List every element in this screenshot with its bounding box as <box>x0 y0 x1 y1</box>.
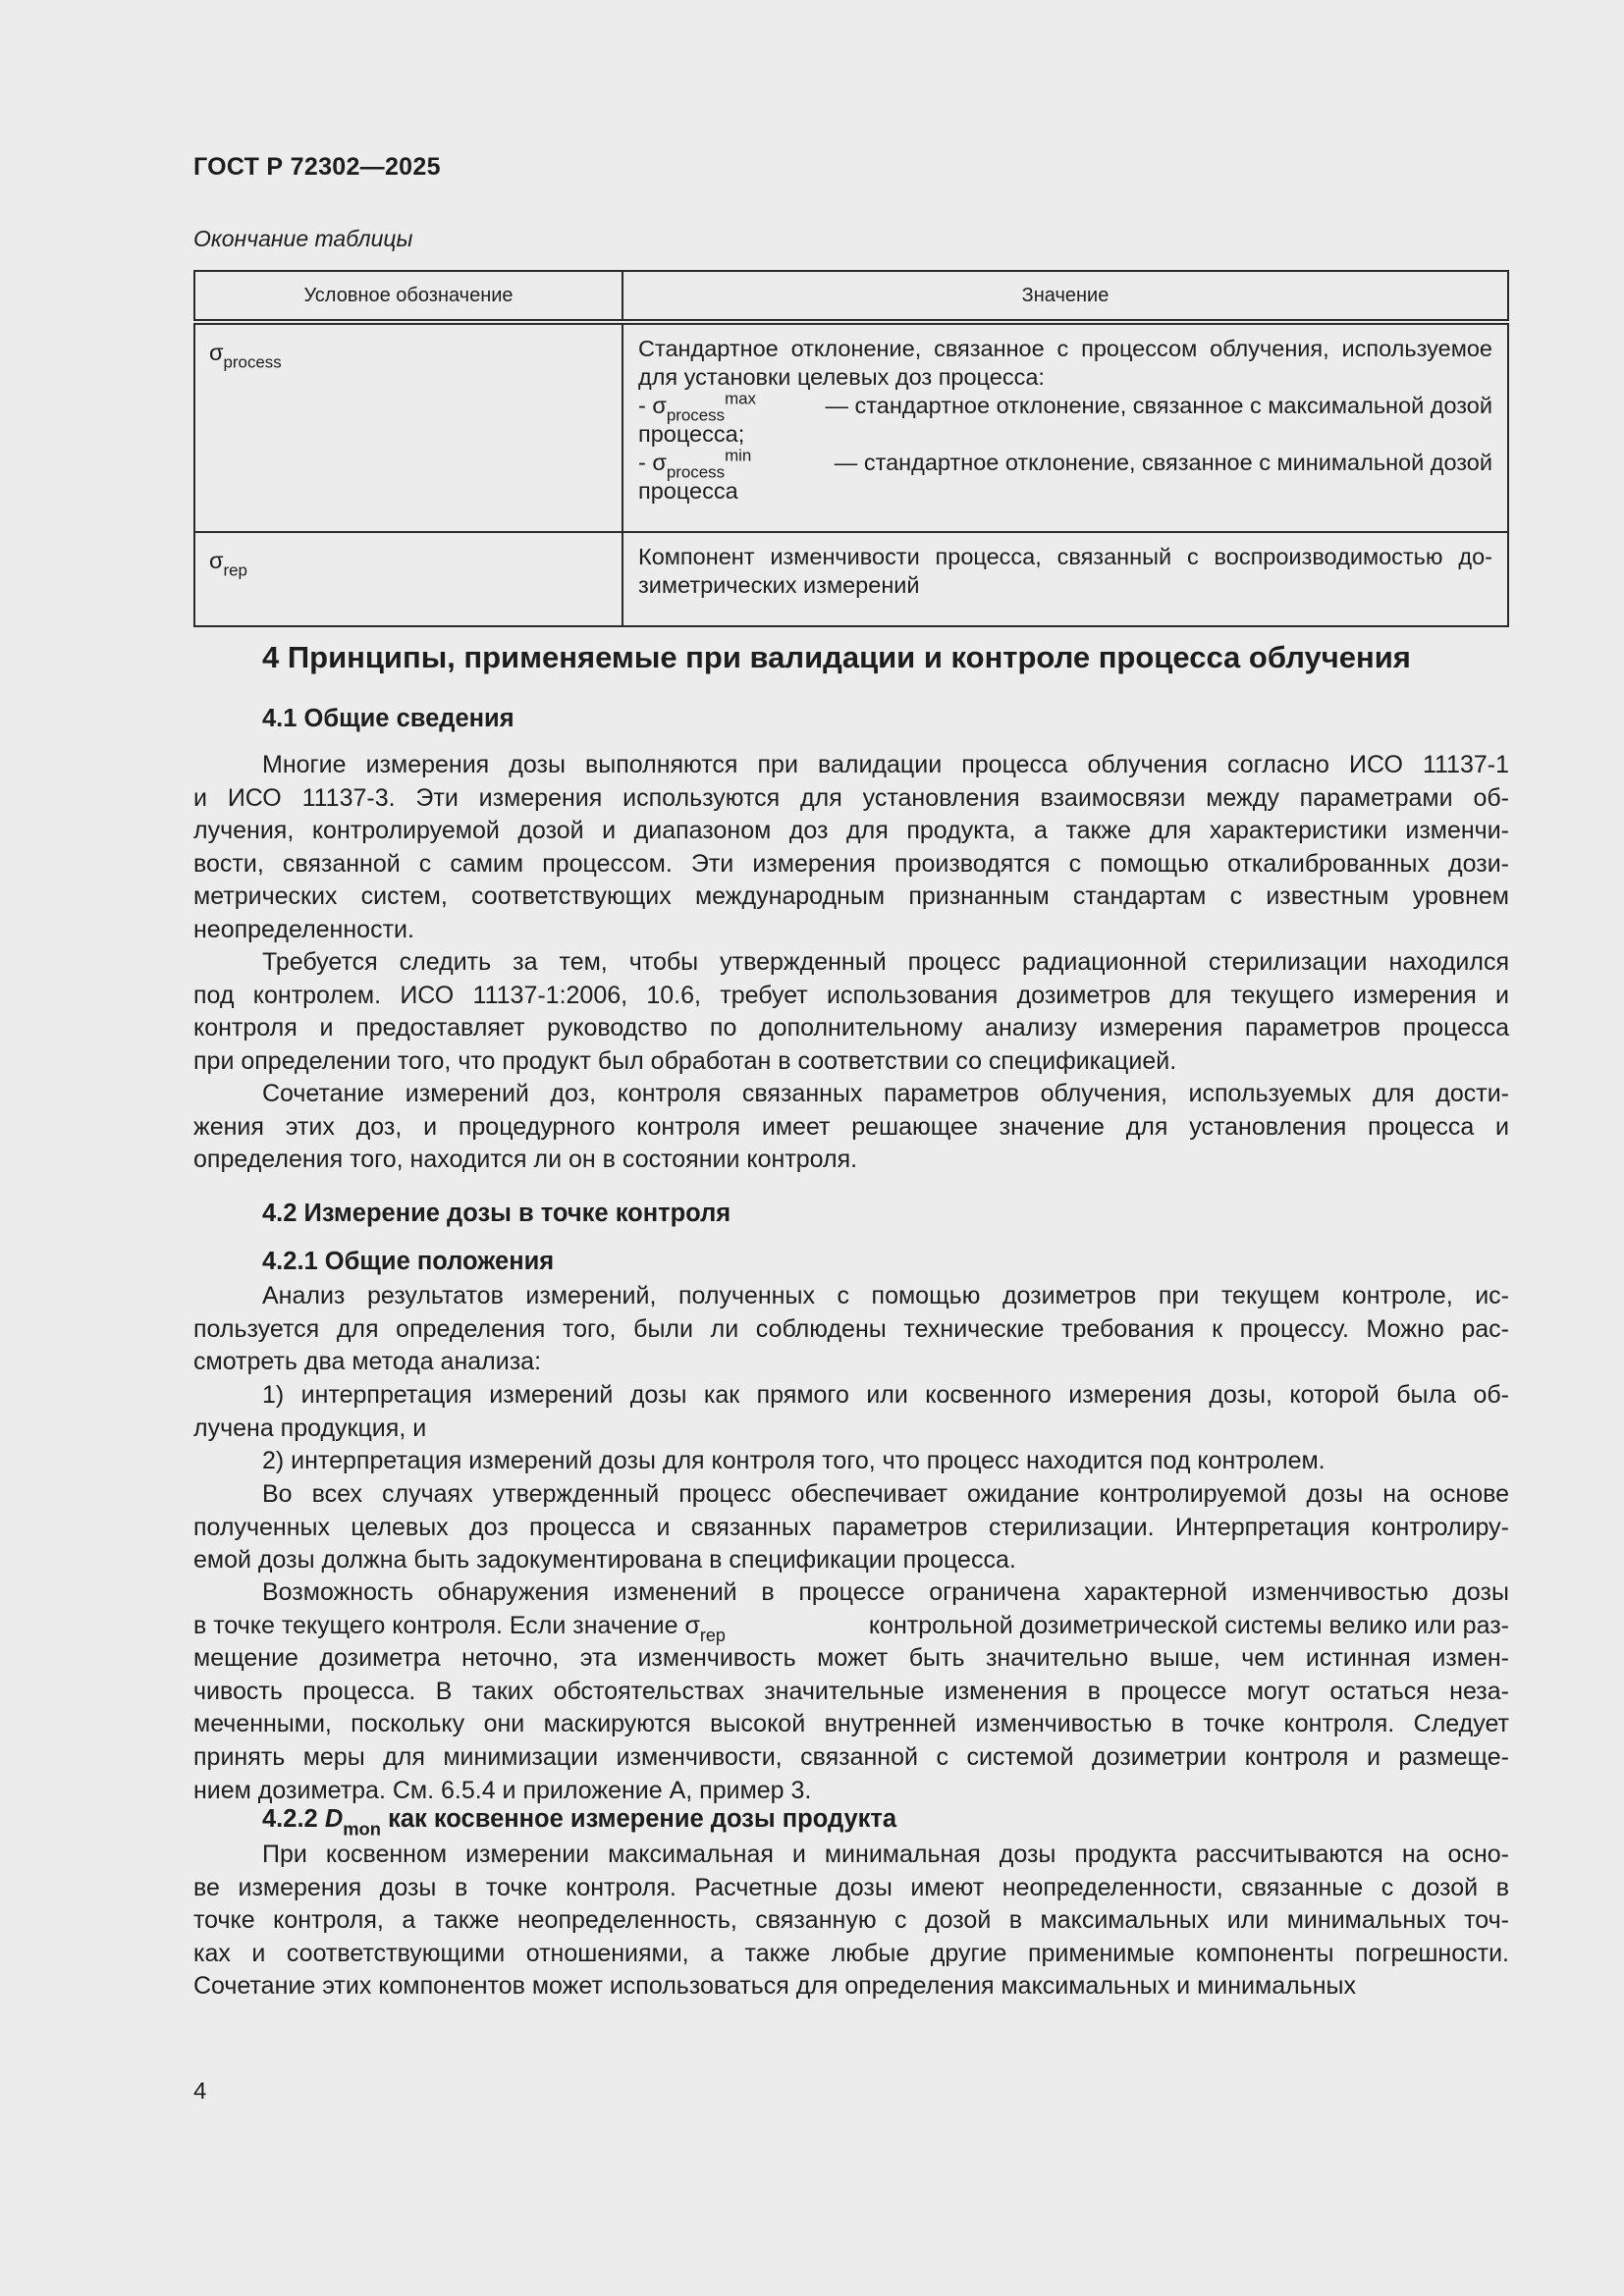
text-line: лучена продукция, и <box>193 1414 427 1442</box>
text-line: Во всех случаях утвержденный процесс обеспечивает ожидание контролируемой дозы на основе <box>262 1480 1509 1508</box>
text-line: и ИСО 11137-3. Эти измерения используются для установления взаимосвязи между параметрами об- <box>193 783 1509 812</box>
paragraph-2 <box>193 946 1509 1078</box>
text-line: принять меры для минимизации изменчивости, связанной с системой дозиметрии контроля и размеще- <box>193 1742 1509 1771</box>
text-line: определения того, находится ли он в состоянии контроля. <box>193 1146 858 1174</box>
symbol-cell: $\sigma_{rep}$ <box>194 532 623 626</box>
symbols-table <box>193 270 1509 627</box>
text-line: чивость процесса. В таких обстоятельствах значительные изменения в процессе могут остаться неза- <box>193 1677 1509 1705</box>
section-4-heading: 4 Принципы, применяемые при валидации и контроле процесса облучения <box>262 640 1411 674</box>
text-line: 2) интерпретация измерений дозы для контроля того, что процесс находится под контролем. <box>262 1447 1326 1474</box>
paragraph-1 <box>193 749 1509 947</box>
section-4-2-heading: 4.2 Измерение дозы в точке контроля <box>262 1200 731 1227</box>
value-cell: Компонент изменчивости процесса, связанный с воспроизводимостью до- зиметрических измерений <box>623 532 1508 626</box>
text-line: Анализ результатов измерений, полученных с помощью дозиметров при текущем контроле, ис- <box>262 1282 1509 1309</box>
text-line: контроля и предоставляет руководство по дополнительному анализу измерения параметров процесса <box>193 1014 1509 1042</box>
list-item-2 <box>193 1445 1509 1478</box>
section-4-1-heading: 4.1 Общие сведения <box>262 705 514 732</box>
text-line: нием дозиметра. См. 6.5.4 и приложение А, пример 3. <box>193 1776 812 1804</box>
text-line: Сочетание измерений доз, контроля связанных параметров облучения, используемых для дости- <box>262 1080 1509 1107</box>
table-caption: Окончание таблицы <box>193 226 413 251</box>
table-row <box>194 322 1508 532</box>
paragraph-8: Возможность обнаружения изменений в процессе ограничена характерной изменчивостью дозы в точке текущего контроля. Если значение $\sigma_{rep}$ контрольной дозиметрической системы велико или раз- мещение дозиметра неточно, эта изменчивость может быть значительно выше, чем истинная измен- чивость процесса. В таких обстоятельствах значительные изменения в процессе могут остаться неза- меченными, поскольку они маскируются высокой внутренней изменчивостью в точке контроля. Следует принять меры для минимизации изменчивости, связанной с системой дозиметрии контроля и размеще- нием дозиметра. См. 6.5.4 и приложение А, пример 3. <box>193 1576 1509 1807</box>
text-line: Многие измерения дозы выполняются при валидации процесса облучения согласно ИСО 11137-1 <box>262 751 1509 778</box>
text-line: емой дозы должна быть задокументирована в спецификации процесса. <box>193 1546 1016 1575</box>
text-line: при определении того, что продукт был обработан в соответствии со спецификацией. <box>193 1046 1177 1075</box>
standard-header: ГОСТ Р 72302—2025 <box>193 153 441 181</box>
text-line: лучения, контролируемой дозой и диапазоном доз для продукта, а также для характеристики изменчи- <box>193 817 1509 845</box>
text-line: ве измерения дозы в точке контроля. Расчетные дозы имеют неопределенности, связанные с дозой в <box>193 1873 1509 1901</box>
page-number: 4 <box>193 2078 207 2105</box>
column-header-value: Значение <box>623 271 1508 322</box>
text-line: При косвенном измерении максимальная и минимальная дозы продукта рассчитываются на осно- <box>262 1841 1509 1868</box>
section-4-2-1-heading: 4.2.1 Общие положения <box>262 1248 555 1275</box>
text-line: неопределенности. <box>193 915 414 943</box>
text-line: полученных целевых доз процесса и связанных параметров стерилизации. Интерпретация контролиру- <box>193 1513 1509 1541</box>
text-line: смотреть два метода анализа: <box>193 1348 542 1376</box>
text-line: ках и соответствующими отношениями, а также любые другие применимые компоненты погрешности. <box>193 1939 1509 1967</box>
text-line: пользуется для определения того, были ли соблюдены технические требования к процессу. Можно рас- <box>193 1314 1509 1343</box>
text-line: Требуется следить за тем, чтобы утвержденный процесс радиационной стерилизации находился <box>262 948 1509 976</box>
text-line: Сочетание этих компонентов может использоваться для определения максимальных и минимальных <box>193 1972 1356 2001</box>
paragraph-9 <box>193 1839 1509 2003</box>
text-line: метрических систем, соответствующих международным признанным стандартам с известным уровнем <box>193 882 1509 911</box>
text-line: меченными, поскольку они маскируются высокой внутренней изменчивостью в точке контроля. Следует <box>193 1710 1509 1738</box>
text-line: вости, связанной с самим процессом. Эти измерения производятся с помощью откалиброванных дози- <box>193 849 1509 878</box>
paragraph-4 <box>193 1280 1509 1379</box>
text-line: 1) интерпретация измерений дозы как прямого или косвенного измерения дозы, которой была об- <box>262 1381 1509 1409</box>
symbol-cell: $\sigma_{process}$ <box>194 322 623 532</box>
table-header-row <box>194 271 1508 322</box>
text-line: мещение дозиметра неточно, эта изменчивость может быть значительно выше, чем истинная измен- <box>193 1644 1509 1673</box>
text-line: точке контроля, а также неопределенность, связанную с дозой в максимальных или минимальных точ- <box>193 1906 1509 1935</box>
table-row <box>194 532 1508 626</box>
text-line: под контролем. ИСО 11137-1:2006, 10.6, требует использования дозиметров для текущего измерения и <box>193 981 1509 1009</box>
text-line: жения этих доз, и процедурного контроля имеет решающее значение для установления процесса и <box>193 1112 1509 1141</box>
paragraph-3 <box>193 1078 1509 1177</box>
section-4-2-2-heading: 4.2.2 $D_{mon}$ как косвенное измерение дозы продукта <box>262 1805 897 1840</box>
paragraph-8-rest <box>193 1642 1509 1807</box>
column-header-symbol: Условное обозначение <box>194 271 623 322</box>
list-item-1 <box>193 1379 1509 1445</box>
paragraph-7 <box>193 1478 1509 1577</box>
value-cell: Стандартное отклонение, связанное с процессом облучения, используемое для установки целевых доз процесса: - $\sigma_{process}^{max}$ — стандартное отклонение, связанное с максимальной дозой процесса; - $\sigma_{process}^{min}$ — стандартное отклонение, связанное с минимальной дозой процесса <box>623 322 1508 532</box>
